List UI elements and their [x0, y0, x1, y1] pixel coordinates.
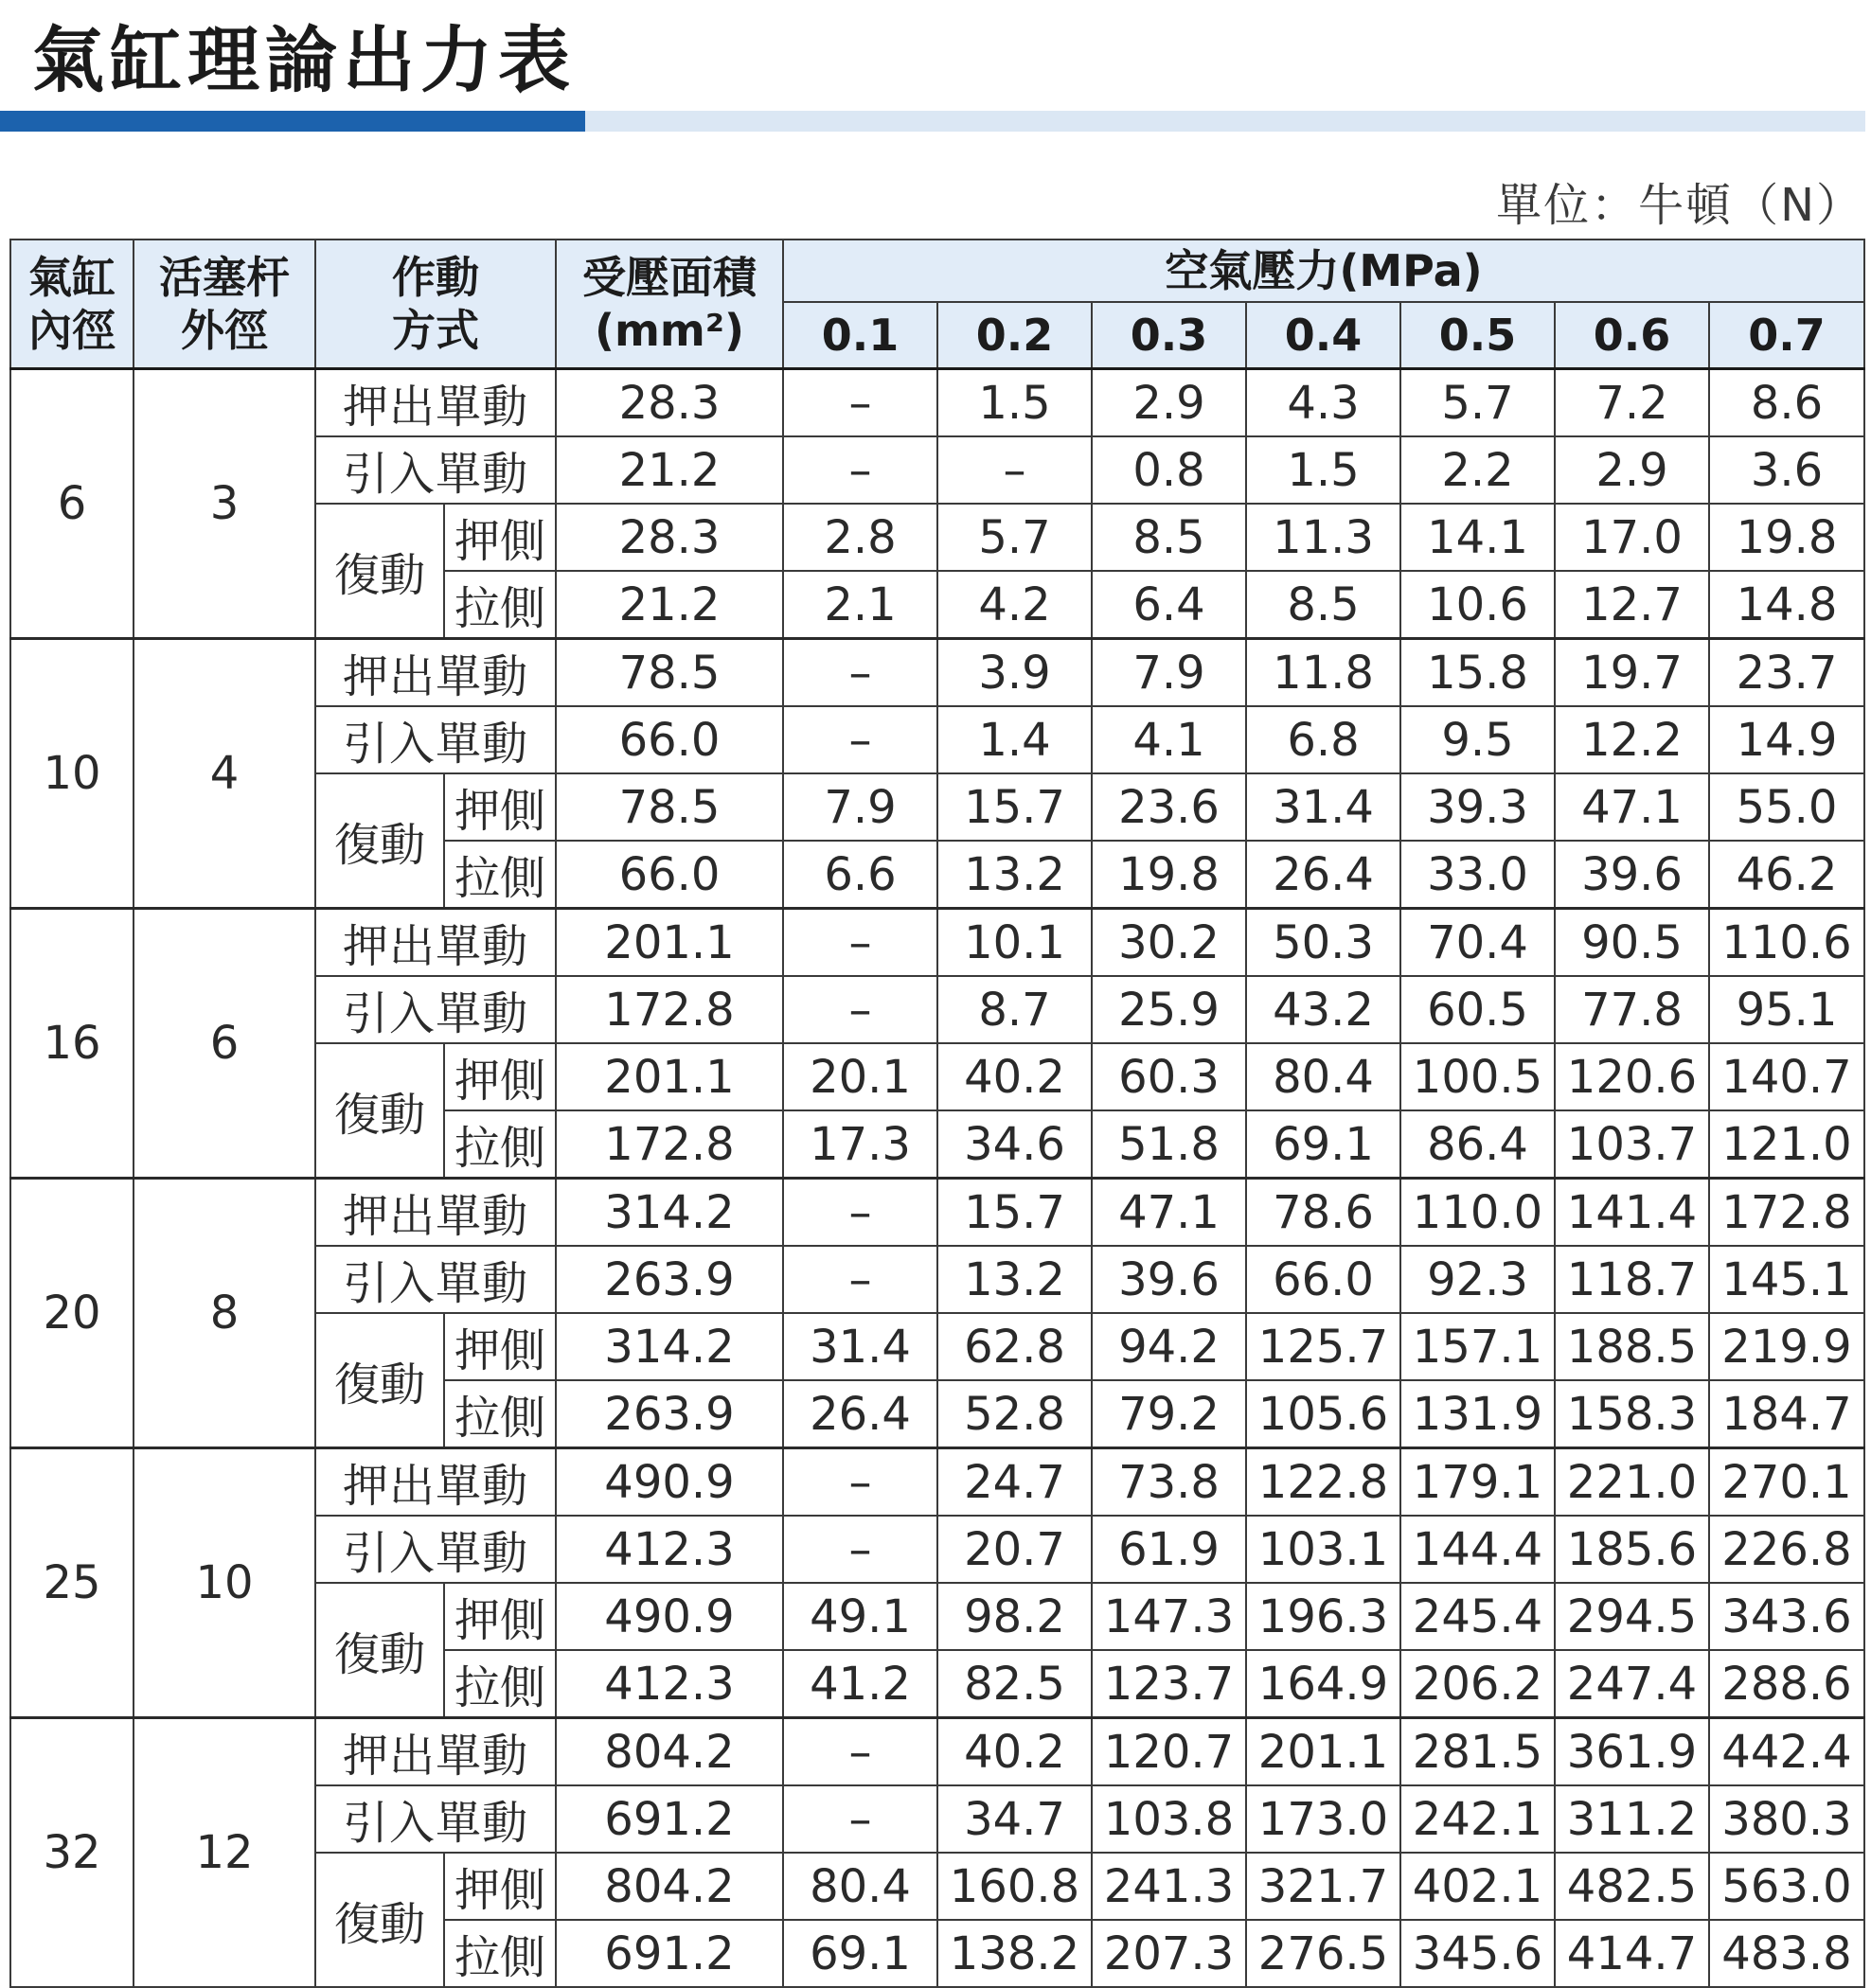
force-cell: 140.7 [1709, 1043, 1864, 1110]
force-cell: 19.8 [1092, 841, 1246, 909]
area-cell: 21.2 [556, 571, 783, 639]
force-cell: 41.2 [783, 1650, 937, 1718]
side-cell: 拉側 [444, 1650, 556, 1718]
force-cell: – [783, 1718, 937, 1786]
force-cell: 11.3 [1246, 504, 1400, 571]
force-cell: 12.7 [1555, 571, 1709, 639]
mode-cell: 引入單動 [315, 436, 556, 504]
force-cell: 245.4 [1400, 1583, 1555, 1650]
area-cell: 691.2 [556, 1785, 783, 1853]
force-cell: 123.7 [1092, 1650, 1246, 1718]
force-cell: 86.4 [1400, 1110, 1555, 1179]
force-cell: – [783, 1448, 937, 1517]
force-cell: 80.4 [1246, 1043, 1400, 1110]
force-cell: 8.6 [1709, 369, 1864, 437]
header-pressure-0.6: 0.6 [1555, 302, 1709, 369]
area-cell: 78.5 [556, 639, 783, 707]
force-cell: 10.1 [937, 909, 1092, 977]
area-cell: 172.8 [556, 1110, 783, 1179]
force-cell: 47.1 [1555, 773, 1709, 841]
rod-cell: 8 [134, 1179, 315, 1448]
table-row [10, 639, 1864, 707]
force-cell: 40.2 [937, 1043, 1092, 1110]
area-cell: 314.2 [556, 1313, 783, 1380]
bore-cell: 32 [10, 1718, 134, 1988]
force-cell: 2.2 [1400, 436, 1555, 504]
force-cell: – [783, 369, 937, 437]
force-cell: 78.6 [1246, 1179, 1400, 1247]
force-cell: 0.8 [1092, 436, 1246, 504]
force-cell: 98.2 [937, 1583, 1092, 1650]
double-acting-cell: 復動 [315, 504, 444, 639]
page-title: 氣缸理論出力表 [32, 18, 576, 102]
force-cell: 4.2 [937, 571, 1092, 639]
force-cell: 13.2 [937, 1246, 1092, 1313]
header-pressure: 空氣壓力(MPa) [783, 240, 1864, 302]
area-cell: 412.3 [556, 1516, 783, 1583]
force-cell: 2.8 [783, 504, 937, 571]
header-pressure-0.2: 0.2 [937, 302, 1092, 369]
force-cell: 221.0 [1555, 1448, 1709, 1517]
force-cell: 9.5 [1400, 706, 1555, 773]
force-cell: 52.8 [937, 1380, 1092, 1448]
force-cell: 94.2 [1092, 1313, 1246, 1380]
force-cell: 10.6 [1400, 571, 1555, 639]
force-cell: 482.5 [1555, 1853, 1709, 1920]
force-cell: 12.2 [1555, 706, 1709, 773]
force-cell: 62.8 [937, 1313, 1092, 1380]
area-cell: 263.9 [556, 1380, 783, 1448]
area-cell: 66.0 [556, 841, 783, 909]
force-cell: 226.8 [1709, 1516, 1864, 1583]
header-bore-line1: 氣缸 [28, 252, 116, 303]
force-cell: 563.0 [1709, 1853, 1864, 1920]
force-cell: 157.1 [1400, 1313, 1555, 1380]
force-cell: 3.6 [1709, 436, 1864, 504]
mode-cell: 押出單動 [315, 1718, 556, 1786]
force-cell: 14.9 [1709, 706, 1864, 773]
force-cell: 31.4 [783, 1313, 937, 1380]
force-cell: 17.3 [783, 1110, 937, 1179]
force-cell: 23.7 [1709, 639, 1864, 707]
table-row [10, 369, 1864, 437]
force-cell: 30.2 [1092, 909, 1246, 977]
side-cell: 押側 [444, 1313, 556, 1380]
force-cell: – [783, 909, 937, 977]
header-rod-line1: 活塞杆 [159, 252, 290, 303]
force-cell: 15.8 [1400, 639, 1555, 707]
force-cell: 321.7 [1246, 1853, 1400, 1920]
force-cell: 120.7 [1092, 1718, 1246, 1786]
area-cell: 66.0 [556, 706, 783, 773]
area-cell: 28.3 [556, 369, 783, 437]
force-cell: 26.4 [1246, 841, 1400, 909]
rod-cell: 10 [134, 1448, 315, 1718]
force-cell: 219.9 [1709, 1313, 1864, 1380]
force-cell: – [783, 1179, 937, 1247]
side-cell: 拉側 [444, 1380, 556, 1448]
force-cell: 95.1 [1709, 976, 1864, 1043]
force-cell: 77.8 [1555, 976, 1709, 1043]
header-pressure-0.7: 0.7 [1709, 302, 1864, 369]
force-cell: 60.5 [1400, 976, 1555, 1043]
area-cell: 691.2 [556, 1920, 783, 1987]
bore-group [10, 369, 1864, 639]
force-cell: 7.9 [783, 773, 937, 841]
force-cell: 4.1 [1092, 706, 1246, 773]
force-cell: – [783, 706, 937, 773]
area-cell: 28.3 [556, 504, 783, 571]
force-cell: 43.2 [1246, 976, 1400, 1043]
force-cell: 188.5 [1555, 1313, 1709, 1380]
force-cell: 138.2 [937, 1920, 1092, 1987]
area-cell: 490.9 [556, 1583, 783, 1650]
force-cell: 1.4 [937, 706, 1092, 773]
force-cell: 185.6 [1555, 1516, 1709, 1583]
force-cell: 39.6 [1092, 1246, 1246, 1313]
area-cell: 78.5 [556, 773, 783, 841]
force-cell: 288.6 [1709, 1650, 1864, 1718]
force-cell: 1.5 [1246, 436, 1400, 504]
force-cell: – [783, 1516, 937, 1583]
force-cell: 6.4 [1092, 571, 1246, 639]
force-cell: 121.0 [1709, 1110, 1864, 1179]
force-cell: 164.9 [1246, 1650, 1400, 1718]
force-cell: 281.5 [1400, 1718, 1555, 1786]
header-rod-line2: 外徑 [181, 305, 268, 356]
force-cell: 50.3 [1246, 909, 1400, 977]
header-pressure-0.5: 0.5 [1400, 302, 1555, 369]
force-cell: 90.5 [1555, 909, 1709, 977]
force-cell: – [783, 1246, 937, 1313]
force-cell: 100.5 [1400, 1043, 1555, 1110]
mode-cell: 押出單動 [315, 1179, 556, 1247]
force-cell: 103.7 [1555, 1110, 1709, 1179]
force-cell: 49.1 [783, 1583, 937, 1650]
force-cell: – [783, 1785, 937, 1853]
area-cell: 172.8 [556, 976, 783, 1043]
area-cell: 21.2 [556, 436, 783, 504]
force-cell: 270.1 [1709, 1448, 1864, 1517]
force-cell: 206.2 [1400, 1650, 1555, 1718]
force-cell: 276.5 [1246, 1920, 1400, 1987]
force-cell: 380.3 [1709, 1785, 1864, 1853]
mode-cell: 押出單動 [315, 369, 556, 437]
force-cell: 61.9 [1092, 1516, 1246, 1583]
header-area [556, 240, 783, 369]
table-row [10, 1179, 1864, 1247]
table-row [10, 909, 1864, 977]
side-cell: 押側 [444, 773, 556, 841]
area-cell: 490.9 [556, 1448, 783, 1517]
mode-cell: 押出單動 [315, 909, 556, 977]
force-cell: 103.1 [1246, 1516, 1400, 1583]
force-cell: 14.1 [1400, 504, 1555, 571]
force-cell: 125.7 [1246, 1313, 1400, 1380]
force-cell: 196.3 [1246, 1583, 1400, 1650]
force-cell: 241.3 [1092, 1853, 1246, 1920]
force-cell: 69.1 [783, 1920, 937, 1987]
force-cell: 145.1 [1709, 1246, 1864, 1313]
area-cell: 804.2 [556, 1718, 783, 1786]
bore-group [10, 1718, 1864, 1988]
mode-cell: 引入單動 [315, 1516, 556, 1583]
bore-cell: 16 [10, 909, 134, 1179]
force-cell: 34.7 [937, 1785, 1092, 1853]
force-cell: 201.1 [1246, 1718, 1400, 1786]
force-cell: 2.9 [1092, 369, 1246, 437]
force-cell: 13.2 [937, 841, 1092, 909]
force-cell: 242.1 [1400, 1785, 1555, 1853]
header-pressure-0.1: 0.1 [783, 302, 937, 369]
force-cell: 3.9 [937, 639, 1092, 707]
mode-cell: 引入單動 [315, 706, 556, 773]
force-cell: 79.2 [1092, 1380, 1246, 1448]
force-cell: 6.6 [783, 841, 937, 909]
force-cell: 141.4 [1555, 1179, 1709, 1247]
force-cell: – [937, 436, 1092, 504]
force-cell: 442.4 [1709, 1718, 1864, 1786]
force-cell: 14.8 [1709, 571, 1864, 639]
force-cell: 17.0 [1555, 504, 1709, 571]
header-mode-line1: 作動 [392, 252, 479, 303]
area-cell: 804.2 [556, 1853, 783, 1920]
force-cell: 51.8 [1092, 1110, 1246, 1179]
mode-cell: 引入單動 [315, 976, 556, 1043]
force-cell: 1.5 [937, 369, 1092, 437]
force-cell: 46.2 [1709, 841, 1864, 909]
side-cell: 拉側 [444, 1920, 556, 1987]
force-cell: 311.2 [1555, 1785, 1709, 1853]
bore-group [10, 1448, 1864, 1718]
table-row [10, 1448, 1864, 1517]
force-cell: 247.4 [1555, 1650, 1709, 1718]
force-cell: 5.7 [937, 504, 1092, 571]
force-cell: 15.7 [937, 1179, 1092, 1247]
header-mode [315, 240, 556, 369]
force-cell: 131.9 [1400, 1380, 1555, 1448]
force-cell: 20.7 [937, 1516, 1092, 1583]
header-bore [10, 240, 134, 369]
title-underline-dark [0, 111, 585, 132]
side-cell: 押側 [444, 504, 556, 571]
force-cell: 402.1 [1400, 1853, 1555, 1920]
side-cell: 押側 [444, 1043, 556, 1110]
force-cell: – [783, 976, 937, 1043]
force-cell: 361.9 [1555, 1718, 1709, 1786]
side-cell: 押側 [444, 1853, 556, 1920]
force-cell: 92.3 [1400, 1246, 1555, 1313]
force-cell: 147.3 [1092, 1583, 1246, 1650]
side-cell: 拉側 [444, 1110, 556, 1179]
force-cell: 103.8 [1092, 1785, 1246, 1853]
header-mode-line2: 方式 [392, 305, 479, 356]
force-cell: 172.8 [1709, 1179, 1864, 1247]
force-cell: 31.4 [1246, 773, 1400, 841]
force-cell: 294.5 [1555, 1583, 1709, 1650]
bore-cell: 10 [10, 639, 134, 909]
rod-cell: 3 [134, 369, 315, 639]
force-cell: 47.1 [1092, 1179, 1246, 1247]
force-cell: 110.0 [1400, 1179, 1555, 1247]
force-cell: 15.7 [937, 773, 1092, 841]
bore-group [10, 1179, 1864, 1448]
side-cell: 拉側 [444, 571, 556, 639]
force-cell: 70.4 [1400, 909, 1555, 977]
force-cell: – [783, 436, 937, 504]
force-cell: 483.8 [1709, 1920, 1864, 1987]
force-cell: 184.7 [1709, 1380, 1864, 1448]
force-cell: 82.5 [937, 1650, 1092, 1718]
header-area-line2: (mm²) [594, 305, 745, 356]
double-acting-cell: 復動 [315, 773, 444, 909]
force-cell: 33.0 [1400, 841, 1555, 909]
force-cell: 73.8 [1092, 1448, 1246, 1517]
bore-group [10, 639, 1864, 909]
area-cell: 314.2 [556, 1179, 783, 1247]
mode-cell: 押出單動 [315, 639, 556, 707]
force-cell: 120.6 [1555, 1043, 1709, 1110]
rod-cell: 6 [134, 909, 315, 1179]
bore-cell: 6 [10, 369, 134, 639]
force-cell: 158.3 [1555, 1380, 1709, 1448]
force-cell: 2.9 [1555, 436, 1709, 504]
force-cell: 2.1 [783, 571, 937, 639]
force-cell: 24.7 [937, 1448, 1092, 1517]
area-cell: 201.1 [556, 1043, 783, 1110]
force-cell: 19.7 [1555, 639, 1709, 707]
force-cell: – [783, 639, 937, 707]
force-cell: 40.2 [937, 1718, 1092, 1786]
header-bore-line2: 內徑 [28, 305, 116, 356]
header-area-line1: 受壓面積 [582, 252, 757, 303]
header-rod [134, 240, 315, 369]
force-cell: 160.8 [937, 1853, 1092, 1920]
area-cell: 412.3 [556, 1650, 783, 1718]
force-cell: 69.1 [1246, 1110, 1400, 1179]
force-cell: 343.6 [1709, 1583, 1864, 1650]
force-cell: 19.8 [1709, 504, 1864, 571]
force-cell: 179.1 [1400, 1448, 1555, 1517]
bore-cell: 25 [10, 1448, 134, 1718]
force-cell: 207.3 [1092, 1920, 1246, 1987]
force-cell: 8.5 [1246, 571, 1400, 639]
force-cell: 55.0 [1709, 773, 1864, 841]
header-pressure-0.4: 0.4 [1246, 302, 1400, 369]
force-cell: 66.0 [1246, 1246, 1400, 1313]
force-cell: 118.7 [1555, 1246, 1709, 1313]
bore-group [10, 909, 1864, 1179]
force-cell: 80.4 [783, 1853, 937, 1920]
area-cell: 263.9 [556, 1246, 783, 1313]
force-cell: 7.9 [1092, 639, 1246, 707]
force-cell: 105.6 [1246, 1380, 1400, 1448]
force-cell: 110.6 [1709, 909, 1864, 977]
force-cell: 173.0 [1246, 1785, 1400, 1853]
side-cell: 押側 [444, 1583, 556, 1650]
force-cell: 20.1 [783, 1043, 937, 1110]
force-cell: 23.6 [1092, 773, 1246, 841]
mode-cell: 引入單動 [315, 1785, 556, 1853]
force-cell: 122.8 [1246, 1448, 1400, 1517]
rod-cell: 4 [134, 639, 315, 909]
force-cell: 4.3 [1246, 369, 1400, 437]
area-cell: 201.1 [556, 909, 783, 977]
unit-label: 單位：牛頓（N） [1496, 179, 1863, 232]
force-cell: 39.3 [1400, 773, 1555, 841]
force-cell: 25.9 [1092, 976, 1246, 1043]
force-cell: 8.7 [937, 976, 1092, 1043]
force-cell: 39.6 [1555, 841, 1709, 909]
force-cell: 26.4 [783, 1380, 937, 1448]
force-cell: 7.2 [1555, 369, 1709, 437]
double-acting-cell: 復動 [315, 1043, 444, 1179]
force-cell: 8.5 [1092, 504, 1246, 571]
double-acting-cell: 復動 [315, 1583, 444, 1718]
table-row [10, 1718, 1864, 1786]
double-acting-cell: 復動 [315, 1313, 444, 1448]
force-cell: 11.8 [1246, 639, 1400, 707]
force-cell: 60.3 [1092, 1043, 1246, 1110]
force-cell: 6.8 [1246, 706, 1400, 773]
bore-cell: 20 [10, 1179, 134, 1448]
title-underline-light [585, 111, 1865, 132]
force-cell: 414.7 [1555, 1920, 1709, 1987]
force-cell: 5.7 [1400, 369, 1555, 437]
force-cell: 34.6 [937, 1110, 1092, 1179]
cylinder-force-table [9, 239, 1865, 1988]
mode-cell: 引入單動 [315, 1246, 556, 1313]
side-cell: 拉側 [444, 841, 556, 909]
double-acting-cell: 復動 [315, 1853, 444, 1987]
rod-cell: 12 [134, 1718, 315, 1988]
force-cell: 144.4 [1400, 1516, 1555, 1583]
header-pressure-0.3: 0.3 [1092, 302, 1246, 369]
mode-cell: 押出單動 [315, 1448, 556, 1517]
force-cell: 345.6 [1400, 1920, 1555, 1987]
